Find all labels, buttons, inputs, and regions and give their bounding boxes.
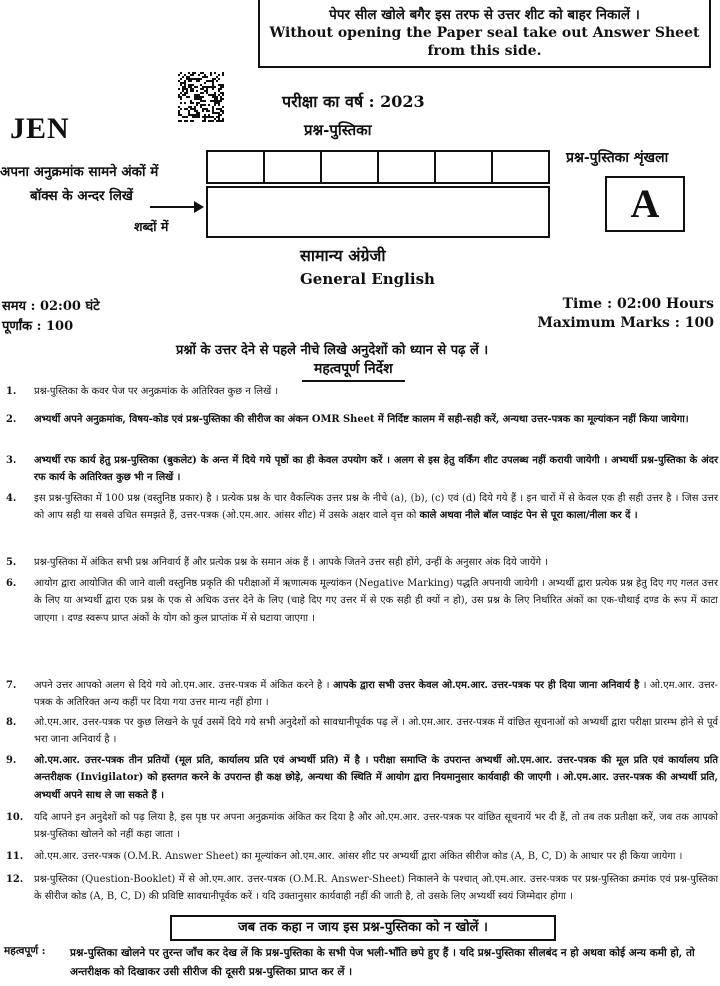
instruction-number: 7. — [6, 680, 17, 691]
instruction-text: अभ्यर्थी अपने अनुक्रमांक, विषय-कोड एवं प्रश्न-पुस्तिका की सीरीज का अंकन OMR Sheet में निर्दिष्ट कालम में सही-सही करें, अन्यथा उत्तर-पत्रक का मूल्यांकन नहीं किया जायेगा। — [34, 414, 689, 425]
roll-number-words-box[interactable] — [206, 186, 550, 238]
instruction-text: प्रश्न-पुस्तिका में अंकित सभी प्रश्न अनिवार्य हैं और प्रत्येक प्रश्न के समान अंक हैं । आपके जितने उत्तर सही होंगे, उन्हीं के अनुसार अंक दिये जायेंगे । — [34, 557, 548, 568]
time-hindi: समय : 02:00 घंटे — [2, 299, 100, 314]
instruction-item — [0, 752, 718, 804]
roll-number-label: अपना अनुक्रमांक सामने अंकों में — [0, 164, 159, 180]
exam-year: परीक्षा का वर्ष : 2023 — [282, 92, 425, 111]
instruction-text-bold: आपके द्वारा सभी उत्तर केवल ओ.एम.आर. उत्तर-पत्रक पर ही दिया जाना अनिवार्य है — [332, 680, 640, 691]
marks-hindi: पूर्णांक : 100 — [2, 319, 74, 334]
instruction-item — [0, 575, 718, 627]
instruction-item — [0, 871, 718, 906]
instruction-text: ओ.एम.आर. उत्तर-पत्रक पर कुछ लिखने के पूर्व उसमें दिये गये सभी अनुदेशों को सावधानीपूर्वक पढ़ लें । ओ.एम.आर. उत्तर-पत्रक में वांछित सूचनाओं को अभ्यर्थी द्वारा परीक्षा प्रारम्भ होने से पूर्व भरा जाना अनिवार्य है । — [34, 717, 718, 746]
instruction-text: ओ.एम.आर. उत्तर-पत्रक तीन प्रतियों (मूल प्रति, कार्यालय प्रति एवं अभ्यर्थी प्रति) में है । परीक्षा समाप्ति के उपरान्त अभ्यर्थी ओ.एम.आर. उत्तर-पत्रक की मूल प्रति एवं कार्यालय प्रति अन्तरीक्षक (Invigilator) को हस्तगत करने के उपरान्त ही कक्ष छोड़े, अन्यथा की स्थिति में आयोग द्वारा नियमानुसार कार्यवाही की जाएगी । ओ.एम.आर. उत्तर-पत्रक की अभ्यर्थी प्रति, अभ्यर्थी अपने साथ ले जा सकते हैं । — [34, 755, 718, 801]
important-text: प्रश्न-पुस्तिका खोलने पर तुरन्त जाँच कर देख लें कि प्रश्न-पुस्तिका के सभी पेज भली-भाँति छपे हुए हैं । यदि प्रश्न-पुस्तिका सीलबंद न हो अथवा कोई अन्य कमी हो, तो अन्तरीक्षक को दिखाकर उसी सीरीज की दूसरी प्रश्न-पुस्तिका प्राप्त कर लें । — [70, 947, 695, 978]
roll-number-sublabel: बॉक्स के अन्दर लिखें — [30, 188, 133, 204]
subject-hindi: सामान्य अंग्रेजी — [300, 246, 386, 265]
instruction-text: अभ्यर्थी रफ कार्य हेतु प्रश्न-पुस्तिका (बुकलेट) के अन्त में दिये गये पृष्ठों का ही केवल उपयोग करें । अलग से इस हेतु वर्किंग शीट उपलब्ध नहीं करायी जायेगी । अभ्यर्थी प्रश्न-पुस्तिका के अंदर रफ कार्य के अतिरिक्त कुछ भी न लिखें । — [34, 455, 718, 484]
roll-number-digit-boxes[interactable] — [206, 150, 550, 184]
roll-digit-box[interactable] — [208, 152, 263, 182]
exam-code: JEN — [10, 112, 70, 145]
instruction-number: 1. — [6, 386, 17, 397]
instruction-number: 2. — [6, 414, 17, 425]
instruction-text-bold: काले अथवा नीले बॉल प्वाइंट पेन से पूरा काला/नीला कर दें । — [419, 510, 638, 522]
instruction-item — [0, 554, 718, 571]
qr-code-icon — [178, 72, 224, 122]
instruction-item — [0, 677, 718, 712]
time-english: Time : 02:00 Hours — [562, 296, 714, 312]
do-not-open-notice: जब तक कहा न जाय इस प्रश्न-पुस्तिका को न खोलें । — [170, 915, 556, 941]
instruction-item — [0, 490, 718, 525]
subject-english: General English — [300, 270, 435, 288]
seal-notice-english-line1: Without opening the Paper seal take out Answer Sheet — [269, 25, 700, 41]
instruction-text: आयोग द्वारा आयोजित की जाने वाली वस्तुनिष्ठ प्रकृति की परीक्षाओं में ऋणात्मक मूल्यांकन (Negative Marking) पद्धति अपनायी जायेगी । अभ्यर्थी द्वारा प्रत्येक प्रश्न हेतु दिए गए गलत उत्तर के लिए या अभ्यर्थी द्वारा एक प्रश्न के एक से अधिक उत्तर देने के लिए (चाहे दिए गए उत्तर में से एक सही ही क्यों न हो), उस प्रश्न के लिए निर्धारित अंकों का एक-चौथाई दण्ड के रूप में काटा जाएगा । दण्ड स्वरूप प्राप्त अंकों के योग को कुल प्राप्तांक में से घटाया जाएगा । — [34, 578, 718, 624]
booklet-label: प्रश्न-पुस्तिका — [304, 121, 372, 139]
important-label: महत्वपूर्ण : — [4, 945, 46, 957]
instruction-number: 12. — [6, 874, 24, 885]
instruction-number: 5. — [6, 557, 17, 568]
instruction-text: इस प्रश्न-पुस्तिका में 100 प्रश्न (वस्तुनिष्ठ प्रकार) है । प्रत्येक प्रश्न के चार वैकल्पिक उत्तर प्रश्न के नीचे (a), (b), (c) एवं (d) दिये गये हैं । इन चारों में से केवल एक ही सही उत्तर है । जिस उत्तर को आप सही या सबसे उचित समझते हैं, उत्तर-पत्रक (ओ.एम.आर. आंसर शीट) में उसके अक्षर वाले वृत्त को — [34, 493, 718, 522]
series-label: प्रश्न-पुस्तिका शृंखला — [566, 150, 669, 166]
instruction-item — [0, 714, 718, 749]
roll-digit-box[interactable] — [491, 152, 548, 182]
roll-digit-box[interactable] — [377, 152, 434, 182]
instruction-item — [0, 452, 718, 487]
words-label: शब्दों में — [134, 219, 169, 234]
instruction-item — [0, 383, 718, 400]
instruction-number: 6. — [6, 578, 17, 589]
roll-digit-box[interactable] — [320, 152, 377, 182]
instruction-item — [0, 848, 718, 865]
instructions-heading: महत्वपूर्ण निर्देश — [302, 359, 405, 382]
instruction-text: यदि आपने इन अनुदेशों को पढ़ लिया है, इस पृष्ठ पर अपना अनुक्रमांक अंकित कर दिया है और ओ.एम.आर. उत्तर-पत्रक पर वांछित सूचनायें भर दी हैं, तो तब तक प्रतीक्षा करें, जब तक आपको प्रश्न-पुस्तिका खोलने को नहीं कहा जाता । — [34, 812, 718, 841]
instruction-number: 8. — [6, 717, 17, 728]
instruction-text: प्रश्न-पुस्तिका के कवर पेज पर अनुक्रमांक के अतिरिक्त कुछ न लिखें । — [34, 386, 279, 397]
instruction-number: 4. — [6, 493, 17, 504]
instruction-number: 9. — [6, 755, 17, 766]
seal-notice-box — [258, 0, 711, 68]
marks-english: Maximum Marks : 100 — [537, 315, 714, 331]
instruction-text: अपने उत्तर आपको अलग से दिये गये ओ.एम.आर. उत्तर-पत्रक में अंकित करने है । — [34, 680, 330, 691]
roll-digit-box[interactable] — [434, 152, 491, 182]
instruction-text-tail: । ओ.एम.आर. उत्तर-पत्रक के अतिरिक्त अन्य कहीं पर दिया गया उत्तर मान्य नहीं होगा । — [34, 680, 718, 709]
instruction-number: 10. — [6, 812, 24, 823]
read-instructions-note: प्रश्नों के उत्तर देने से पहले नीचे लिखे अनुदेशों को ध्यान से पढ़ लें । — [176, 343, 489, 358]
seal-notice-english-line2: from this side. — [427, 43, 542, 59]
instruction-item — [0, 411, 718, 428]
arrow-right-icon — [150, 200, 204, 214]
instruction-text: ओ.एम.आर. उत्तर-पत्रक (O.M.R. Answer Sheet) का मूल्यांकन ओ.एम.आर. आंसर शीट पर अभ्यर्थी द्वारा अंकित सीरीज कोड (A, B, C, D) के आधार पर ही किया जायेगा । — [34, 851, 683, 862]
instruction-item — [0, 809, 718, 844]
instruction-number: 11. — [6, 851, 24, 862]
instruction-text: प्रश्न-पुस्तिका (Question-Booklet) में से ओ.एम.आर. उत्तर-पत्रक (O.M.R. Answer-Sheet) निकालने के पश्चात् ओ.एम.आर. उत्तर-पत्रक पर प्रश्न-पुस्तिका क्रमांक एवं प्रश्न-पुस्तिका के सीरीज कोड (A, B, C, D) की प्रविष्टि सावधानीपूर्वक करें । यदि उक्तानुसार कार्यवाही नहीं की जाती है, तो उसके लिए अभ्यर्थी स्वयं जिम्मेदार होगा । — [34, 874, 718, 903]
instruction-number: 3. — [6, 455, 17, 466]
seal-notice-hindi: पेपर सील खोले बगैर इस तरफ से उत्तर शीट को बाहर निकालें । — [329, 7, 640, 23]
roll-digit-box[interactable] — [263, 152, 320, 182]
series-badge: A — [605, 176, 685, 232]
